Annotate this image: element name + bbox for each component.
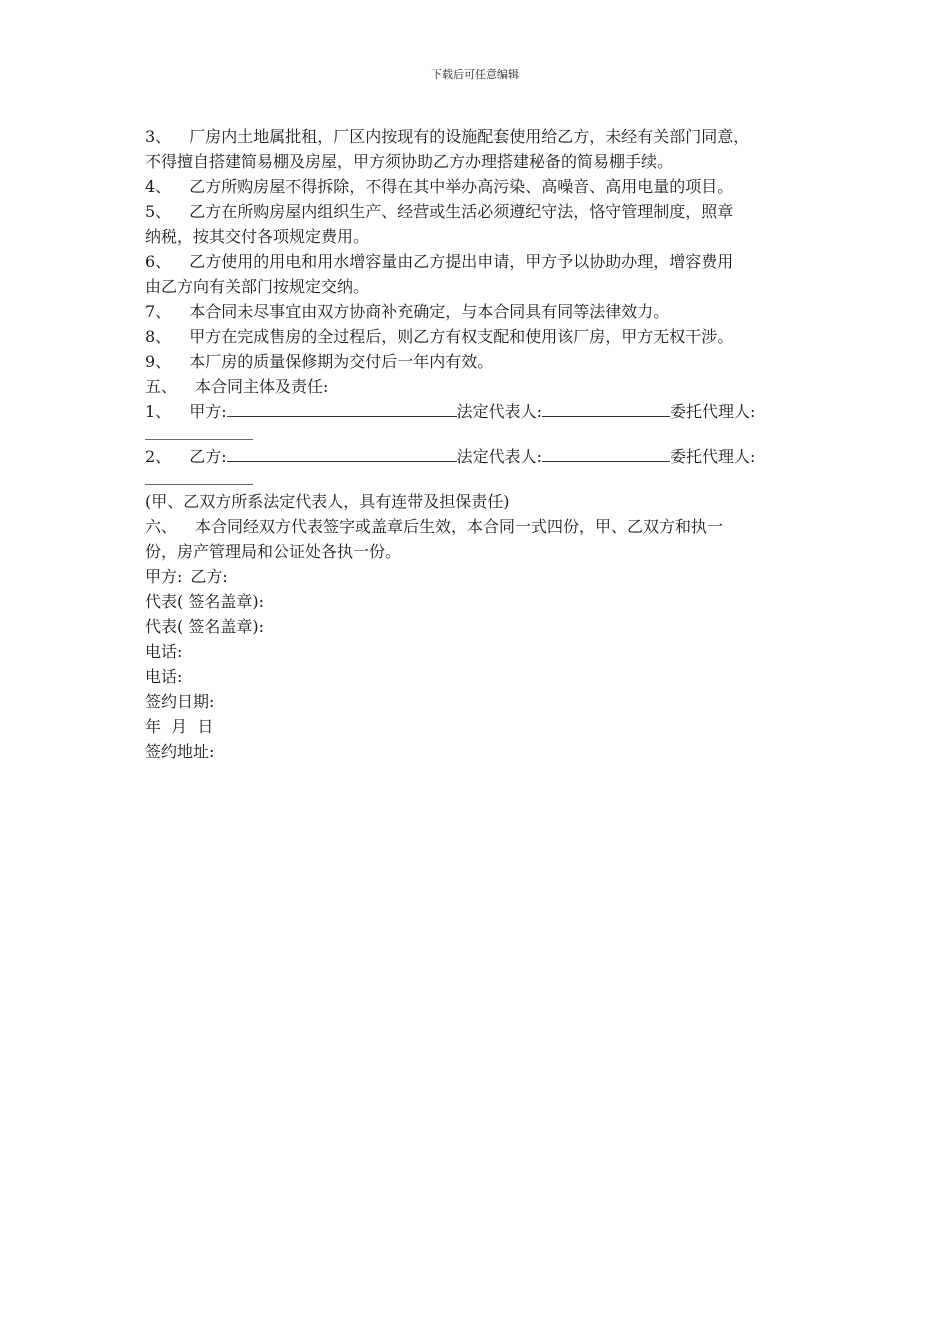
- clause-text: 本厂房的质量保修期为交付后一年内有效。: [189, 352, 494, 371]
- clause-number: 6、: [145, 252, 172, 271]
- section-number: 五、: [145, 377, 178, 396]
- clause-number: 8、: [145, 327, 172, 346]
- liability-note: (甲、乙双方所系法定代表人，具有连带及担保责任): [145, 492, 510, 511]
- legal-rep-label: 法定代表人:: [456, 447, 542, 466]
- clause-text: 乙方所购房屋不得拆除，不得在其中举办高污染、高噪音、高用电量的项目。: [189, 177, 734, 196]
- party-a-agent-row: [145, 424, 810, 444]
- clause-7: [145, 299, 810, 324]
- download-note: 下载后可任意编辑: [431, 68, 519, 81]
- clause-8: [145, 324, 810, 349]
- clause-3-line-2: 不得擅自搭建简易棚及房屋，甲方须协助乙方办理搭建秘备的简易棚手续。: [145, 152, 674, 171]
- signature-parties: [145, 564, 810, 589]
- agent-label: 委托代理人:: [670, 402, 756, 421]
- party-b-row: [145, 444, 810, 469]
- clause-text: 甲方在完成售房的全过程后，则乙方有权支配和使用该厂房，甲方无权干涉。: [189, 327, 734, 346]
- phone-a-label: 电话:: [145, 642, 183, 661]
- rep-a-sign-label: 代表( 签名盖章):: [145, 592, 264, 611]
- clause-number: 7、: [145, 302, 172, 321]
- clause-3-line-1: [145, 124, 810, 149]
- section-title: 本合同主体及责任:: [195, 377, 329, 396]
- clause-text: 本合同未尽事宜由双方协商补充确定，与本合同具有同等法律效力。: [189, 302, 670, 321]
- party-b-sign-label: 乙方:: [190, 567, 228, 586]
- party-b-agent-blank[interactable]: [145, 469, 253, 485]
- sign-date-format: 年 月 日: [145, 717, 214, 736]
- party-b-agent-row: [145, 469, 810, 489]
- clause-number: 4、: [145, 177, 172, 196]
- clause-5-line-2: 纳税，按其交付各项规定费用。: [145, 227, 370, 246]
- clause-5-line-1: [145, 199, 810, 224]
- clause-4: [145, 174, 810, 199]
- section-6-line-2: 份，房产管理局和公证处各执一份。: [145, 542, 402, 561]
- party-a-sign-label: 甲方:: [145, 567, 183, 586]
- legal-rep-label: 法定代表人:: [456, 402, 542, 421]
- clause-6-line-1: [145, 249, 810, 274]
- party-label: 甲方:: [189, 402, 227, 421]
- party-a-row: [145, 399, 810, 424]
- clause-text: 厂房内土地属批租，厂区内按现有的设施配套使用给乙方，未经有关部门同意，: [189, 127, 750, 146]
- clause-text: 乙方使用的用电和用水增容量由乙方提出申请，甲方予以协助办理，增容费用: [189, 252, 734, 271]
- party-label: 乙方:: [189, 447, 227, 466]
- agent-label: 委托代理人:: [670, 447, 756, 466]
- party-a-legal-rep-blank[interactable]: [542, 399, 670, 417]
- clause-number: 3、: [145, 127, 172, 146]
- party-number: 1、: [145, 402, 172, 421]
- sign-date-label: 签约日期:: [145, 692, 215, 711]
- section-6-line-1: [145, 514, 810, 539]
- clause-9: [145, 349, 810, 374]
- sign-address-label: 签约地址:: [145, 742, 215, 761]
- section-text: 本合同经双方代表签字或盖章后生效，本合同一式四份，甲、乙双方和执一: [195, 517, 724, 536]
- party-a-agent-blank[interactable]: [145, 424, 253, 440]
- party-b-legal-rep-blank[interactable]: [542, 444, 670, 462]
- contract-body: [145, 124, 810, 764]
- party-number: 2、: [145, 447, 172, 466]
- section-5-heading: [145, 374, 810, 399]
- clause-number: 9、: [145, 352, 172, 371]
- party-b-name-blank[interactable]: [227, 444, 457, 462]
- clause-text: 乙方在所购房屋内组织生产、经营或生活必须遵纪守法，恪守管理制度，照章: [189, 202, 734, 221]
- rep-b-sign-label: 代表( 签名盖章):: [145, 617, 264, 636]
- clause-number: 5、: [145, 202, 172, 221]
- phone-b-label: 电话:: [145, 667, 183, 686]
- clause-6-line-2: 由乙方向有关部门按规定交纳。: [145, 277, 370, 296]
- party-a-name-blank[interactable]: [227, 399, 457, 417]
- section-number: 六、: [145, 517, 178, 536]
